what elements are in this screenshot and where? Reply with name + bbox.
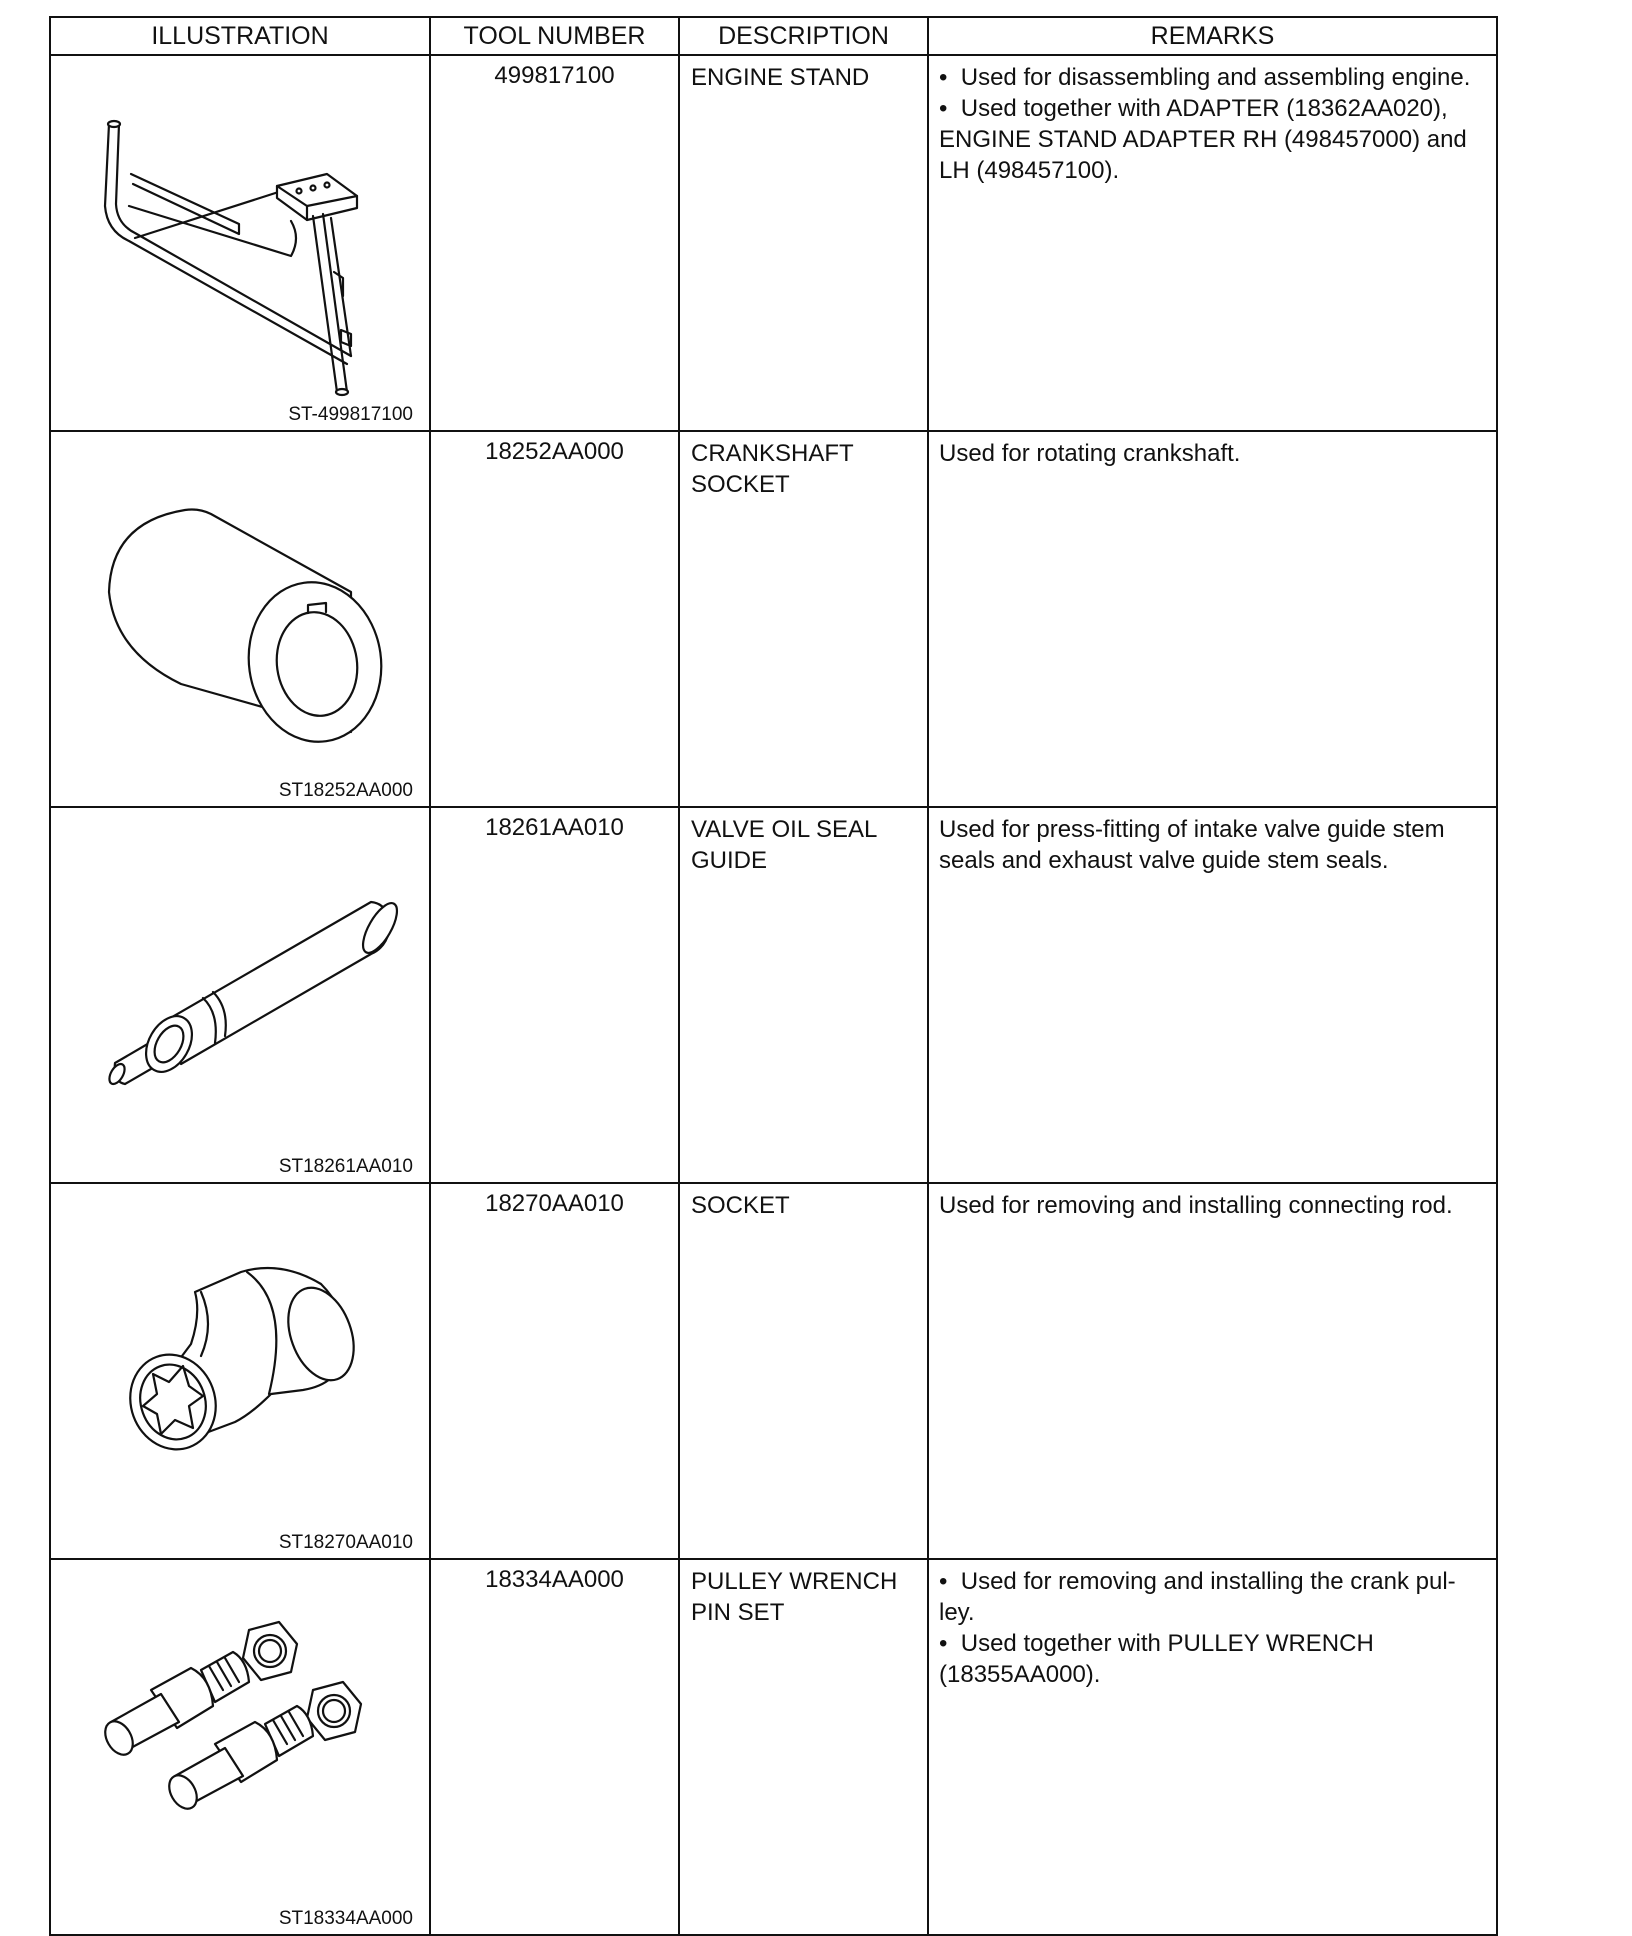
table-row [50, 55, 1497, 431]
remark-item: Used for removing and installing connecting rod. [939, 1192, 1453, 1219]
tool-remarks [928, 55, 1497, 431]
tool-number: 18261AA010 [430, 807, 679, 1183]
remark-item: • Used together with PULLEY WRENCH (18355AA000). [939, 1628, 1488, 1690]
engine-stand-icon [51, 56, 429, 424]
tool-remarks [928, 431, 1497, 807]
tool-description: ENGINE STAND [679, 55, 928, 431]
header-row [50, 17, 1497, 55]
tool-number: 18252AA000 [430, 431, 679, 807]
socket-icon [51, 1184, 429, 1552]
tool-number: 18270AA010 [430, 1183, 679, 1559]
tool-number: 18334AA000 [430, 1559, 679, 1935]
header-tool-number: TOOL NUMBER [430, 17, 679, 55]
pulley-wrench-pin-set-icon [51, 1560, 429, 1928]
table-row [50, 807, 1497, 1183]
special-tools-table [49, 16, 1498, 1936]
table-row [50, 1183, 1497, 1559]
illustration-cell [50, 55, 430, 431]
tool-remarks [928, 1559, 1497, 1935]
illustration-cell [50, 431, 430, 807]
tool-number: 499817100 [430, 55, 679, 431]
illustration-cell [50, 807, 430, 1183]
tool-description: CRANKSHAFT SOCKET [679, 431, 928, 807]
tool-remarks [928, 1183, 1497, 1559]
table-row [50, 431, 1497, 807]
tool-description: SOCKET [679, 1183, 928, 1559]
crankshaft-socket-icon [51, 432, 429, 800]
header-remarks: REMARKS [928, 17, 1497, 55]
header-description: DESCRIPTION [679, 17, 928, 55]
tool-remarks [928, 807, 1497, 1183]
header-illustration: ILLUSTRATION [50, 17, 430, 55]
tool-description: VALVE OIL SEAL GUIDE [679, 807, 928, 1183]
illustration-code: ST18334AA000 [278, 1908, 413, 1929]
remark-item: • Used for disassembling and assembling engine. [939, 62, 1488, 93]
tool-description: PULLEY WRENCH PIN SET [679, 1559, 928, 1935]
valve-oil-seal-guide-icon [51, 808, 429, 1176]
remark-item: • Used together with ADAPTER (18362AA020), ENGINE STAND ADAPTER RH (498457000) and LH (498457100). [939, 93, 1488, 186]
illustration-code: ST-499817100 [288, 404, 413, 425]
remark-item: Used for rotating crankshaft. [939, 440, 1241, 467]
remark-item: • Used for removing and installing the crank pul-ley. [939, 1566, 1488, 1628]
illustration-code: ST18270AA010 [278, 1532, 413, 1553]
illustration-code: ST18252AA000 [278, 780, 413, 801]
illustration-code: ST18261AA010 [278, 1156, 413, 1177]
illustration-cell [50, 1183, 430, 1559]
illustration-cell [50, 1559, 430, 1935]
remark-item: Used for press-fitting of intake valve guide stem seals and exhaust valve guide stem seals. [939, 816, 1445, 874]
table-row [50, 1559, 1497, 1935]
